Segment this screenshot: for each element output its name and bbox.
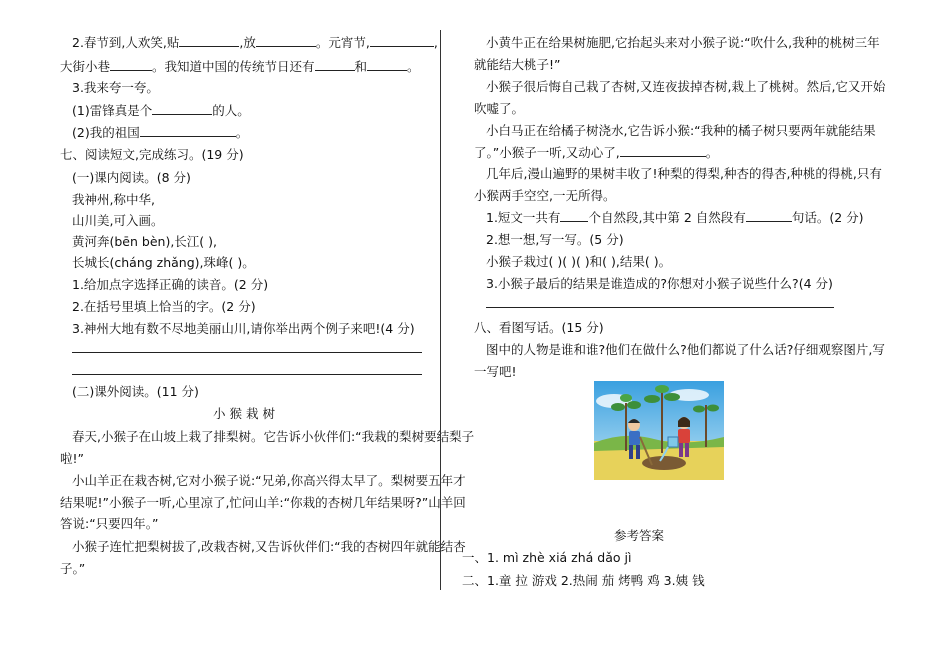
story-para-6a: 小白马正在给橘子树浇水,它告诉小猴:“我种的橘子树只要两年就能结果 <box>486 123 876 138</box>
q4-text-c: 句话。(2 分) <box>791 210 864 225</box>
section-8-heading: 八、看图写话。(15 分) <box>474 320 604 335</box>
question-1: 1.给加点字选择正确的读音。(2 分) <box>72 277 269 292</box>
q3-2 <box>72 125 248 141</box>
q2-text-b: ,放 <box>239 35 256 50</box>
question-3: 3.神州大地有数不尽地美丽山川,请你举出两个例子来吧!(4 分) <box>72 321 415 336</box>
q2-text-a: 2.春节到,人欢笑,贴 <box>72 35 180 50</box>
story-para-6b-text: 了。”小猴子一听,又动心了, <box>474 145 620 160</box>
story-para-2b: 结果呢!”小猴子一听,心里凉了,忙问山羊:“你栽的杏树几年结果呀?”山羊回 <box>60 495 466 510</box>
q3-heading: 3.我来夸一夸。 <box>72 80 159 95</box>
poem-line-4: 长城长(cháng zhǎng),珠峰( )。 <box>72 255 255 270</box>
blank[interactable] <box>315 59 355 71</box>
sub-section-1: (一)课内阅读。(8 分) <box>72 170 191 185</box>
answer-line[interactable] <box>72 374 422 375</box>
blank[interactable] <box>179 35 239 47</box>
q2-text-g: 和 <box>354 59 368 74</box>
story-para-2c: 答说:“只要四年。” <box>60 516 159 531</box>
story-para-1b: 啦!” <box>60 451 84 466</box>
q2-text-f: 。我知道中国的传统节日还有 <box>152 59 315 74</box>
story-para-7b: 小猴两手空空,一无所得。 <box>474 188 616 203</box>
answer-key-2: 二、1.童 拉 游戏 2.热闹 茄 烤鸭 鸡 3.姨 钱 <box>462 573 705 588</box>
writing-prompt-1: 图中的人物是谁和谁?他们在做什么?他们都说了什么话?仔细观察图片,写 <box>486 342 885 357</box>
story-para-3a: 小猴子连忙把梨树拔了,改栽杏树,又告诉伙伴们:“我的杏树四年就能结杏 <box>72 539 466 554</box>
story-para-4b: 就能结大桃子!” <box>474 57 561 72</box>
q3-1-tail: 的人。 <box>212 103 250 118</box>
poem-line-1: 我神州,称中华, <box>72 192 155 207</box>
question-6: 3.小猴子最后的结果是谁造成的?你想对小猴子说些什么?(4 分) <box>486 276 833 291</box>
q2-text-h: 。 <box>407 59 420 74</box>
planting-trees-illustration <box>594 381 724 480</box>
blank[interactable] <box>110 59 152 71</box>
question-5: 2.想一想,写一写。(5 分) <box>486 232 624 247</box>
story-para-7a: 几年后,漫山遍野的果树丰收了!种梨的得梨,种杏的得杏,种桃的得桃,只有 <box>486 166 882 181</box>
answer-line[interactable] <box>72 352 422 353</box>
question-2: 2.在括号里填上恰当的字。(2 分) <box>72 299 256 314</box>
q4-text-b: 个自然段,其中第 2 自然段有 <box>588 210 746 225</box>
story-para-4a: 小黄牛正在给果树施肥,它抬起头来对小猴子说:“吹什么,我种的桃树三年 <box>486 35 880 50</box>
q3-2-tail: 。 <box>235 125 249 140</box>
poem-line-2: 山川美,可入画。 <box>72 213 164 228</box>
story-para-2a: 小山羊正在栽杏树,它对小猴子说:“兄弟,你高兴得太早了。梨树要五年才 <box>72 473 466 488</box>
q3-1-text: (1)雷锋真是个 <box>72 103 153 118</box>
blank[interactable] <box>620 145 706 157</box>
story-title: 小 猴 栽 树 <box>213 406 275 421</box>
fill-question-2 <box>72 35 438 51</box>
story-para-5b: 吹嘘了。 <box>474 101 525 116</box>
blank[interactable] <box>152 103 212 115</box>
blank[interactable] <box>367 59 407 71</box>
story-para-1a: 春天,小猴子在山坡上栽了排梨树。它告诉小伙伴们:“我栽的梨树要结梨子 <box>72 429 475 444</box>
q2-text-d: , <box>433 35 438 50</box>
q3-2-text: (2)我的祖国 <box>72 125 140 140</box>
poem-line-3: 黄河奔(bēn bèn),长江( ), <box>72 234 217 249</box>
q2-text-c: 。元宵节, <box>315 35 370 50</box>
writing-prompt-2: 一写吧! <box>474 364 517 379</box>
blank[interactable] <box>256 35 316 47</box>
question-4 <box>486 210 864 226</box>
q4-text-a: 1.短文一共有 <box>486 210 561 225</box>
answer-line[interactable] <box>486 307 834 308</box>
story-para-5a: 小猴子很后悔自己栽了杏树,又连夜拔掉杏树,栽上了桃树。然后,它又开始 <box>486 79 886 94</box>
q2-text-e: 大街小巷 <box>60 59 111 74</box>
sub-section-2: (二)课外阅读。(11 分) <box>72 384 199 399</box>
blank[interactable] <box>140 125 236 137</box>
blank[interactable] <box>370 35 434 47</box>
column-divider <box>440 30 441 590</box>
story-para-3b: 子。” <box>60 561 86 576</box>
question-5-line: 小猴子栽过( )( )( )和( ),结果( )。 <box>486 254 672 269</box>
blank[interactable] <box>746 210 792 222</box>
story-para-6b <box>474 145 718 161</box>
section-7-heading: 七、阅读短文,完成练习。(19 分) <box>60 147 244 162</box>
blank[interactable] <box>560 210 588 222</box>
answer-key-1: 一、1. mì zhè xiá zhá dǎo jì <box>462 550 632 565</box>
q3-1 <box>72 103 250 119</box>
answer-key-title: 参考答案 <box>613 528 664 543</box>
story-para-6b-tail: 。 <box>705 145 719 160</box>
fill-question-2-line2 <box>60 59 420 75</box>
